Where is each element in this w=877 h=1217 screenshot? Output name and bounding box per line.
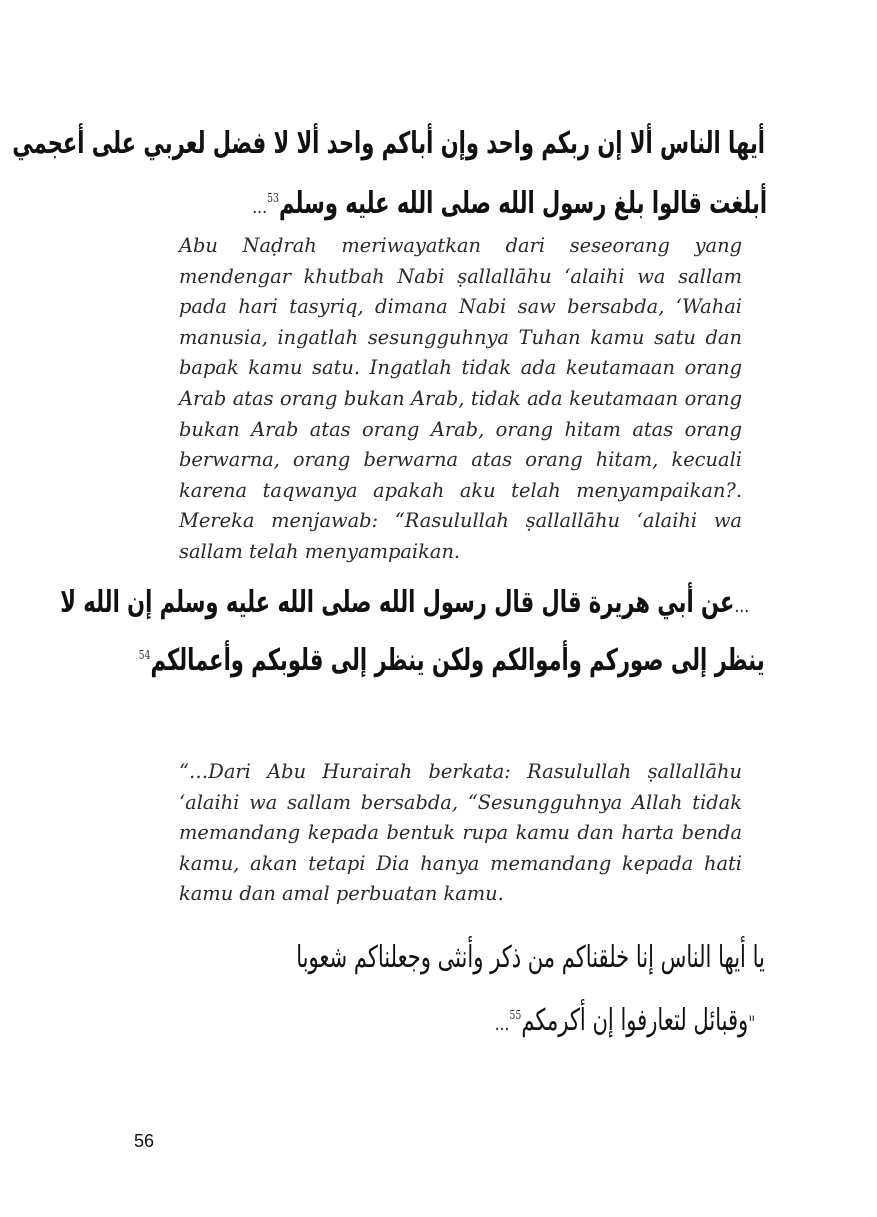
ellipsis: ... bbox=[252, 194, 268, 218]
footnote-marker-55: 55 bbox=[509, 1008, 521, 1022]
ellipsis: ... bbox=[734, 593, 749, 617]
arabic-text: ﻳﻨﻈﺮ ﺇﻟﻰ ﺻﻮﺭﻛﻢ ﻭﺃﻣﻮﺍﻟﻜﻢ ﻭﻟﻜﻦ ﻳﻨﻈﺮ ﺇﻟﻰ ﻗﻠﻮﺑﻜﻢ ﻭﺃﻋﻤﺎﻟﻜﻢ bbox=[150, 643, 765, 678]
arabic-quote-line-1: ﺃﻳﻬﺎ ﺍﻟﻨﺎﺱ ﺃﻻ ﺇﻥ ﺭﺑﻜﻢ ﻭﺍﺣﺪ ﻭﺇﻥ ﺃﺑﺎﻛﻢ ﻭﺍﺣﺪ ﺃﻻ ﻻ ﻓﻀﻞ ﻟﻌﺮﺑﻲ ﻋﻠﻰ ﺃﻋﺠﻤﻲ bbox=[12, 126, 765, 161]
footnote-marker-54: 54 bbox=[138, 648, 151, 662]
arabic-quote-line-2 bbox=[252, 178, 767, 226]
arabic-text: ﺃﺑﻠﻐﺖ ﻗﺎﻟﻮﺍ ﺑﻠﻎ ﺭﺳﻮﻝ ﺍﻟﻠﻪ ﺻﻠﻰ ﺍﻟﻠﻪ ﻋﻠﻴﻪ ﻭﺳﻠﻢ bbox=[278, 186, 767, 221]
translation-paragraph-2: “…Dari Abu Hurairah berkata: Rasulullah ṣallallāhu ‘alaihi wa sallam bersabda, “Sesungguhnya Allah tidak memandang kepada bentuk rupa kamu dan harta benda kamu, akan tetapi Dia hanya memandang kepada hati kamu dan amal perbuatan kamu. bbox=[179, 760, 742, 906]
translation-paragraph-1: Abu Naḍrah meriwayatkan dari seseorang yang mendengar khutbah Nabi ṣallallāhu ‘alaihi wa sallam pada hari tasyriq, dimana Nabi saw bersabda, ‘Wahai manusia, ingatlah sesungguhnya Tuhan kamu satu dan bapak kamu satu. Ingatlah tidak ada keutamaan orang Arab atas orang bukan Arab, tidak ada keutamaan orang bukan Arab atas orang Arab, orang hitam atas orang berwarna, orang berwarna atas orang hitam, kecuali karena taqwanya apakah aku telah menyampaikan?. Mereka menjawab: “Rasulullah ṣallallāhu ‘alaihi wa sallam telah menyampaikan. bbox=[179, 234, 742, 563]
closing-quote: " bbox=[747, 1011, 755, 1035]
arabic-hadith-line-2 bbox=[139, 635, 765, 681]
footnote-marker-53: 53 bbox=[267, 191, 279, 205]
arabic-text: ﻋﻦ ﺃﺑﻲ ﻫﺮﻳﺮﺓ ﻗﺎﻝ ﻗﺎﻝ ﺭﺳﻮﻝ ﺍﻟﻠﻪ ﺻﻠﻰ ﺍﻟﻠﻪ ﻋﻠﻴﻪ ﻭﺳﻠﻢ ﺇﻥ ﺍﻟﻠﻪ ﻻ bbox=[60, 585, 735, 620]
arabic-verse-line-1: ﻳﺎ ﺃﻳﻬﺎ ﺍﻟﻨﺎﺱ ﺇﻧﺎ ﺧﻠﻘﻨﺎﻛﻢ ﻣﻦ ﺫﻛﺮ ﻭﺃﻧﺜﻰ ﻭﺟﻌﻠﻨﺎﻛﻢ ﺷﻌﻮﺑﺎ bbox=[296, 940, 765, 975]
arabic-text: ﻭﻗﺒﺎﺋﻞ ﻟﺘﻌﺎﺭﻓﻮﺍ ﺇﻥ ﺃﻛﺮﻣﻜﻢ bbox=[520, 1003, 748, 1038]
arabic-verse-line-2 bbox=[494, 995, 755, 1043]
arabic-hadith-line-1 bbox=[60, 583, 749, 625]
ellipsis: ... bbox=[494, 1011, 510, 1035]
page-number: 56 bbox=[134, 1131, 155, 1151]
